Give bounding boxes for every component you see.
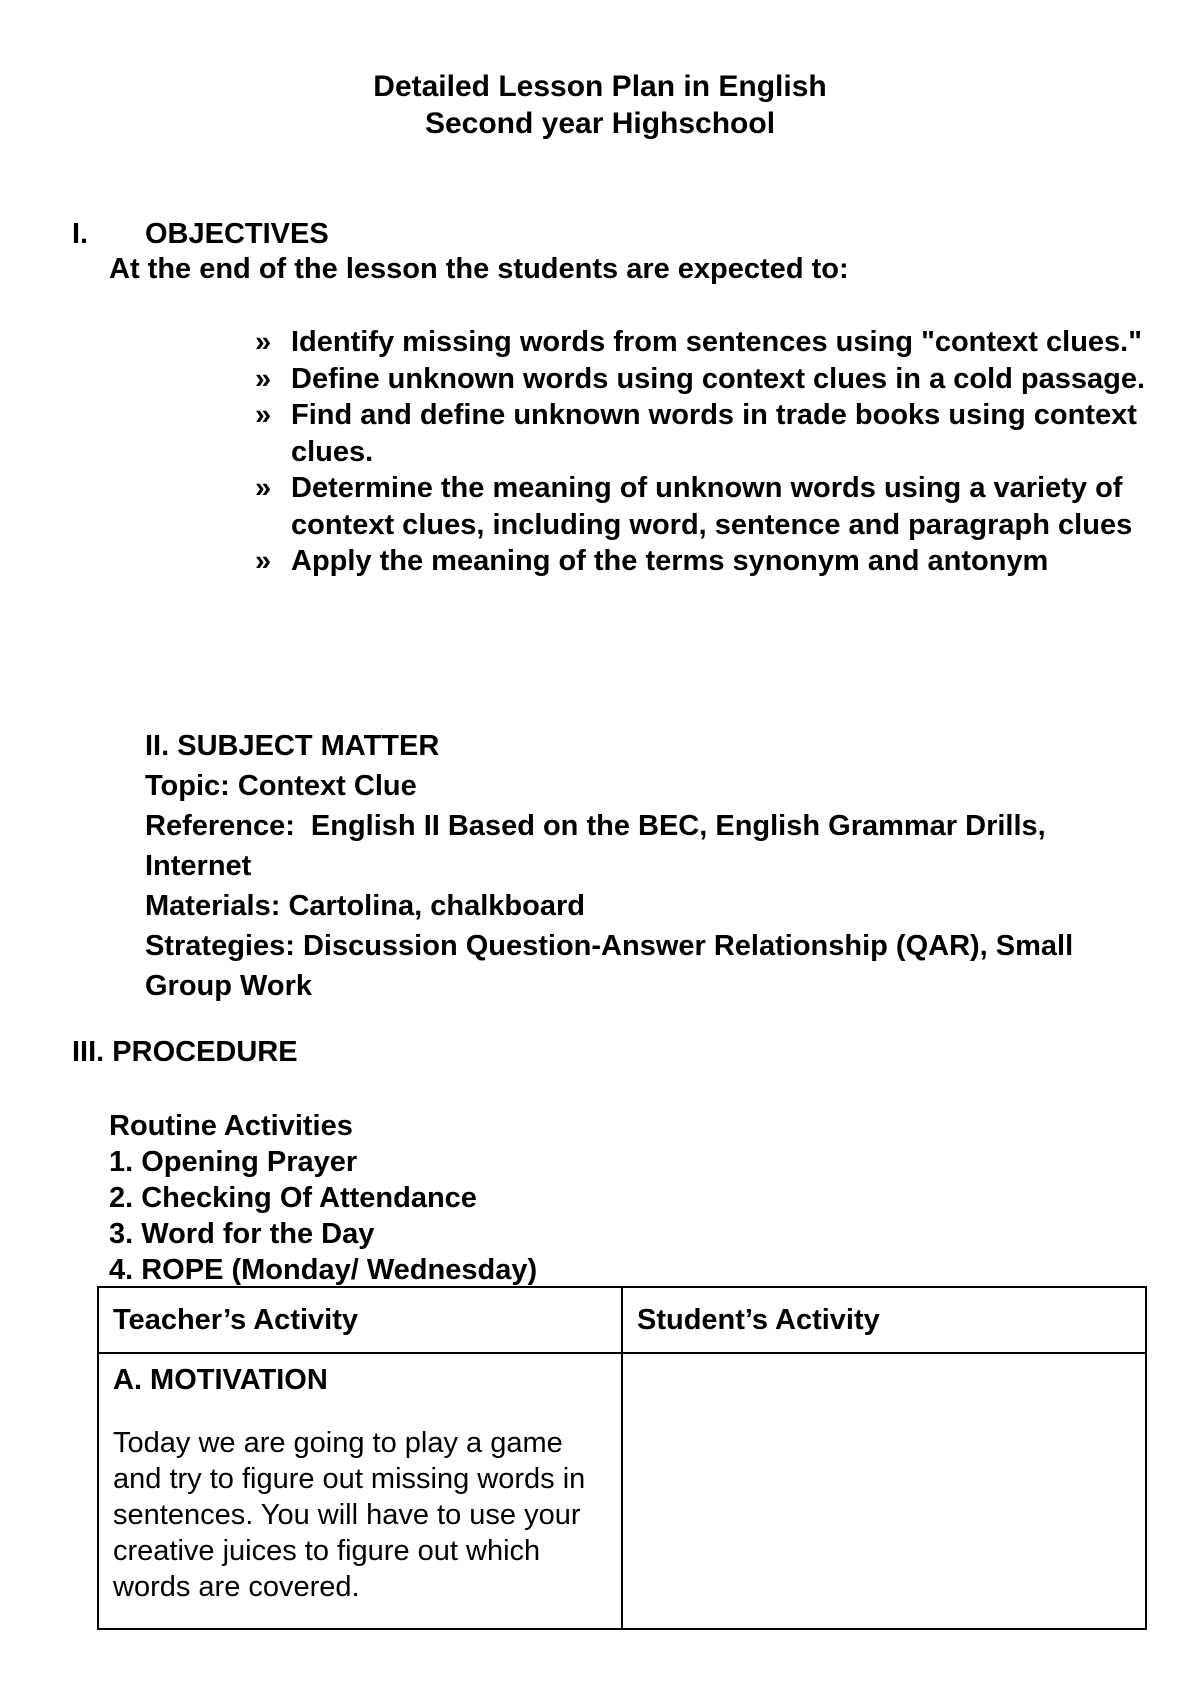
routine-item: 2. Checking Of Attendance [109,1182,477,1214]
objective-item [255,361,1155,398]
bullet-icon: » [255,326,272,358]
subject-topic: Topic: Context Clue [145,770,417,802]
objectives-number: I. [72,218,89,250]
routine-item: 1. Opening Prayer [109,1146,358,1178]
objective-item [255,324,1155,361]
activity-table [97,1286,1147,1630]
subject-matter-heading: II. SUBJECT MATTER [145,730,440,762]
procedure-heading: III. PROCEDURE [72,1036,298,1068]
subject-materials: Materials: Cartolina, chalkboard [145,890,585,922]
title-line-1: Detailed Lesson Plan in English [373,70,827,103]
motivation-heading: A. MOTIVATION [113,1364,328,1396]
title-line-2: Second year Highschool [424,107,776,140]
objectives-list [255,324,1155,580]
bullet-icon: » [255,545,272,577]
student-activity-header: Student’s Activity [622,1287,1146,1353]
objective-text: Apply the meaning of the terms synonym and antonym [291,545,1049,577]
document-title [0,68,1200,142]
objective-item [255,543,1155,580]
objective-text: Determine the meaning of unknown words using a variety of context clues, including word, sentence and paragraph clues [291,472,1133,541]
objectives-title: OBJECTIVES [145,218,329,250]
reference-value: English II Based on the BEC, English Grammar Drills, Internet [145,810,1046,882]
student-activity-cell [622,1353,1146,1629]
routine-item: 4. ROPE (Monday/ Wednesday) [109,1254,538,1286]
bullet-icon: » [255,362,272,395]
table-header-row [98,1287,1146,1353]
teacher-activity-cell [98,1353,622,1629]
table-row [98,1353,1146,1629]
subject-strategies: Strategies: Discussion Question-Answer Relationship (QAR), Small Group Work [145,930,1074,1002]
routine-activities [109,1108,537,1288]
objectives-intro: At the end of the lesson the students are expected to: [109,253,849,285]
motivation-text: Today we are going to play a game and try to figure out missing words in sentences. You will have to use your creative juices to figure out which words are covered. [113,1427,586,1603]
objective-text: Define unknown words using context clues in a cold passage. [291,362,1146,395]
subject-reference [145,806,1145,886]
reference-label: Reference: [145,810,295,842]
objective-item [255,470,1155,543]
objective-item [255,397,1155,470]
objective-text: Find and define unknown words in trade books using context clues. [291,399,1137,468]
bullet-icon: » [255,472,272,504]
subject-matter-section [145,726,1145,1006]
objectives-heading [72,218,329,251]
routine-item: 3. Word for the Day [109,1218,375,1250]
objective-text: Identify missing words from sentences using "context clues." [291,326,1142,358]
teacher-activity-header: Teacher’s Activity [98,1287,622,1353]
routine-heading: Routine Activities [109,1110,353,1142]
bullet-icon: » [255,399,272,431]
